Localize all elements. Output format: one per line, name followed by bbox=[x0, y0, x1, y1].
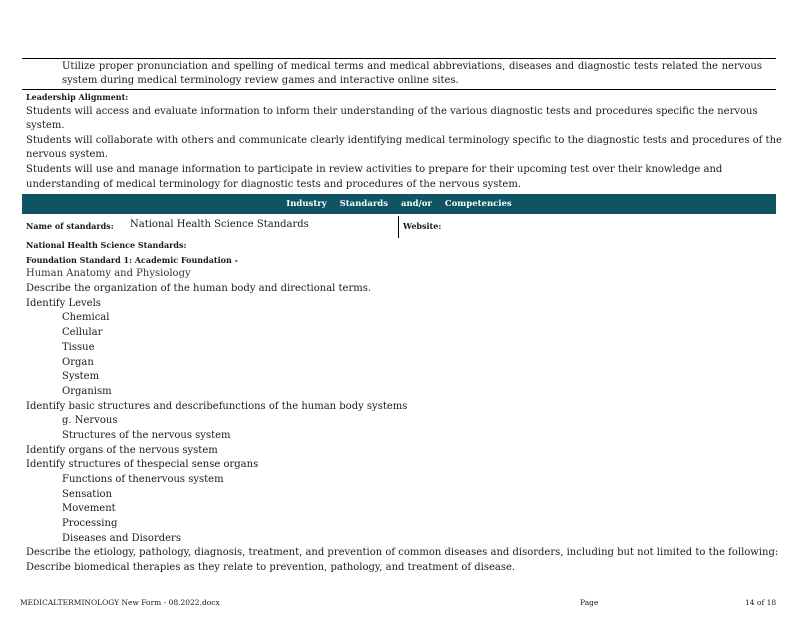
standard-bullet-text: Cellular bbox=[62, 327, 103, 339]
standard-bullet-text: Chemical bbox=[62, 312, 110, 324]
standards-name-value: National Health Science Standards bbox=[130, 219, 309, 230]
website-label: Website: bbox=[403, 221, 442, 231]
standard-bullet-item bbox=[26, 488, 776, 503]
standard-line: Identify Levels bbox=[26, 297, 101, 309]
leadership-line: Students will access and evaluate information to inform their understanding of the various diagnostic tests and procedures specific the nervous bbox=[26, 105, 758, 117]
leadership-heading: Leadership Alignment: bbox=[26, 92, 129, 102]
leadership-line: nervous system. bbox=[26, 149, 109, 161]
page-number: 14 of 18 bbox=[745, 598, 777, 607]
standards-heading: National Health Science Standards: bbox=[26, 240, 187, 250]
standard-bullet-item bbox=[26, 532, 776, 547]
standard-line: Identify basic structures and describefunctions of the human body systems bbox=[26, 400, 408, 412]
leadership-line: system. bbox=[26, 120, 65, 132]
standard-bullet-item bbox=[26, 517, 776, 532]
industry-standards-banner: Industry Standards and/or Competencies bbox=[22, 194, 776, 214]
standard-bullet-item bbox=[26, 473, 776, 488]
leadership-line: understanding of medical terminology for diagnostic tests and procedures of the nervous system. bbox=[26, 178, 522, 190]
leadership-line: Students will use and manage information to participate in review activities to prepare for their upcoming test over their knowledge and bbox=[26, 163, 723, 175]
standard-line: Describe the etiology, pathology, diagnosis, treatment, and prevention of common diseases and disorders, including but not limited to the following: bbox=[26, 547, 779, 559]
standard-bullet-item bbox=[26, 429, 776, 444]
standard-bullet-text: Structures of the nervous system bbox=[62, 429, 231, 441]
standard-bullet-item bbox=[26, 341, 776, 356]
standards-name-label: Name of standards: bbox=[26, 221, 114, 231]
standard-bullet-text: Movement bbox=[62, 503, 116, 515]
standard-bullet-item bbox=[26, 356, 776, 371]
standard-line: Describe the organization of the human body and directional terms. bbox=[26, 283, 372, 295]
standard-line: Identify organs of the nervous system bbox=[26, 444, 218, 456]
objective-text: Utilize proper pronunciation and spelling of medical terms and medical abbreviations, diseases and diagnostic tests related the nervous system during medical terminology review games and interactive online sites. bbox=[62, 61, 762, 86]
standard-bullet-text: Organism bbox=[62, 385, 112, 397]
standard-line: g. Nervous bbox=[62, 415, 118, 427]
standard-bullet-item bbox=[26, 326, 776, 341]
column-divider bbox=[398, 216, 399, 238]
standard-bullet-item bbox=[26, 385, 776, 400]
standards-row bbox=[22, 216, 776, 238]
standard-bullet-text: Processing bbox=[62, 518, 118, 530]
leadership-section bbox=[26, 90, 782, 192]
document-filename: MEDICALTERMINOLOGY New Form - 08.2022.docx bbox=[20, 598, 220, 607]
standard-bullet-text: Sensation bbox=[62, 488, 112, 500]
standard-bullet-text: Diseases and Disorders bbox=[62, 532, 181, 544]
standards-list bbox=[26, 238, 779, 576]
leadership-line: Students will collaborate with others and communicate clearly identifying medical terminology specific to the diagnostic tests and procedures of the bbox=[26, 134, 782, 146]
standard-bullet-item bbox=[26, 311, 776, 326]
standard-bullet-text: System bbox=[62, 371, 100, 383]
standard-bullet-text: Organ bbox=[62, 356, 94, 368]
standard-bullet-text: Functions of thenervous system bbox=[62, 474, 224, 485]
standard-bullet-text: Tissue bbox=[62, 341, 95, 353]
foundation-heading: Foundation Standard 1: Academic Foundation - bbox=[26, 254, 238, 265]
standard-bullet-item bbox=[26, 502, 776, 517]
page-label: Page bbox=[580, 598, 599, 607]
top-divider bbox=[22, 58, 776, 59]
standard-line: Human Anatomy and Physiology bbox=[26, 268, 191, 280]
standard-bullet-item bbox=[26, 370, 776, 385]
standard-line: Describe biomedical therapies as they relate to prevention, pathology, and treatment of disease. bbox=[26, 562, 516, 574]
standard-line: Identify structures of thespecial sense organs bbox=[26, 459, 259, 471]
